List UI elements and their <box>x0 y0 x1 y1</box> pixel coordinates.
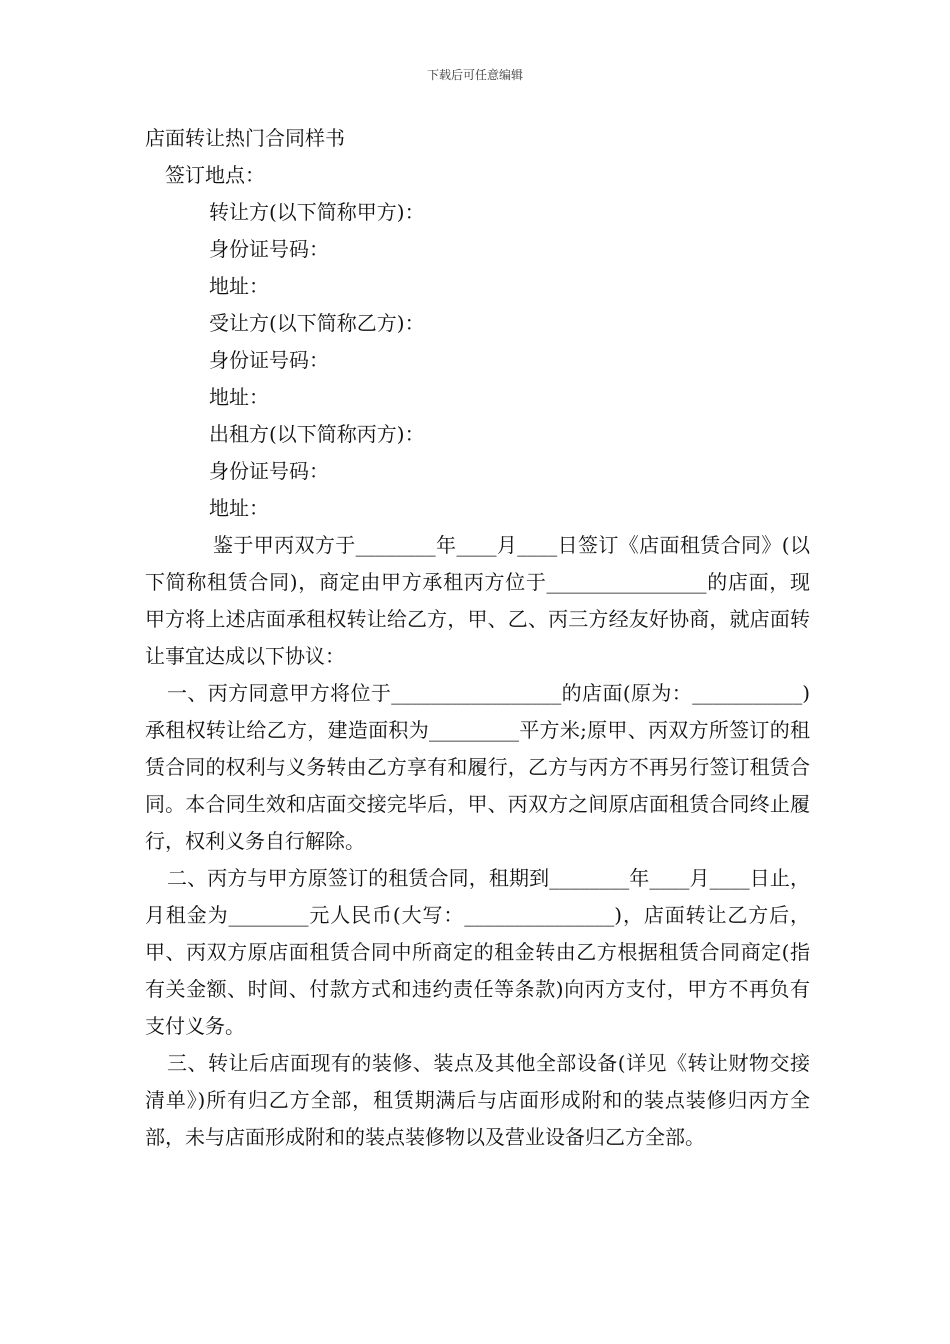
party-a-label: 转让方(以下简称甲方)： <box>209 200 425 224</box>
clause-3: 三、转让后店面现有的装修、装点及其他全部设备(详见《转让财物交接清单》)所有归乙方全部，租赁期满后与店面形成附和的装点装修归丙方全部，未与店面形成附和的装点装修物以及营业设备归乙方全部。 <box>145 1051 810 1149</box>
party-c-address-label: 地址： <box>209 496 269 520</box>
clause-1: 一、丙方同意甲方将位于_________________的店面(原为：___________)承租权转让给乙方，建造面积为_________平方米;原甲、丙双方所签订的租赁合同的权利与义务转由乙方享有和履行，乙方与丙方不再另行签订租赁合同。本合同生效和店面交接完毕后，甲、丙双方之间原店面租赁合同终止履行，权利义务自行解除。 <box>145 681 810 853</box>
party-a-address-label: 地址： <box>209 274 269 298</box>
clause-2: 二、丙方与甲方原签订的租赁合同，租期到________年____月____日止，月租金为________元人民币(大写：_______________)，店面转让乙方后，甲、丙双方原店面租赁合同中所商定的租金转由乙方根据租赁合同商定(指有关金额、时间、付款方式和违约责任等条款)向丙方支付，甲方不再负有支付义务。 <box>145 866 810 1038</box>
party-b-address-label: 地址： <box>209 385 269 409</box>
party-b-id-label: 身份证号码： <box>209 348 329 372</box>
intro-paragraph: 鉴于甲丙双方于________年____月____日签订《店面租赁合同》(以下简称租赁合同)，商定由甲方承租丙方位于________________的店面，现甲方将上述店面承租权转让给乙方，甲、乙、丙三方经友好协商，就店面转让事宜达成以下协议： <box>145 533 810 668</box>
document-title: 店面转让热门合同样书 <box>145 126 345 150</box>
party-c-id-label: 身份证号码： <box>209 459 329 483</box>
party-c-label: 出租方(以下简称丙方)： <box>209 422 425 446</box>
party-a-id-label: 身份证号码： <box>209 237 329 261</box>
sign-place-label: 签订地点： <box>165 163 265 187</box>
contract-body <box>145 120 810 1156</box>
party-b-label: 受让方(以下简称乙方)： <box>209 311 425 335</box>
header-note: 下载后可任意编辑 <box>426 68 523 82</box>
